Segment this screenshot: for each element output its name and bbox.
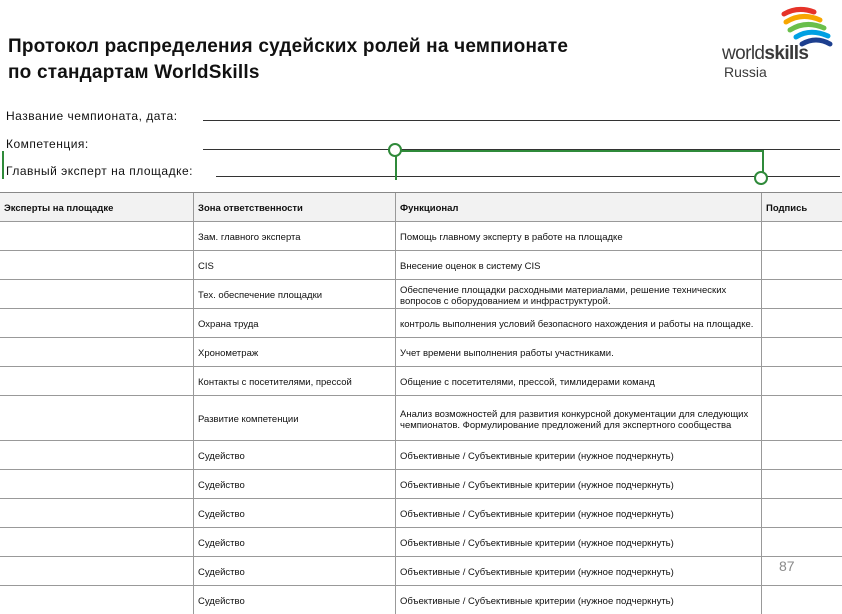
cell-expert[interactable] bbox=[0, 280, 193, 308]
cell-signature[interactable] bbox=[761, 528, 842, 556]
cell-signature[interactable] bbox=[761, 557, 842, 585]
header-experts: Эксперты на площадке bbox=[4, 203, 114, 214]
header-signature: Подпись bbox=[761, 193, 842, 221]
cell-signature[interactable] bbox=[761, 499, 842, 527]
chief-expert-input-line[interactable] bbox=[216, 176, 840, 177]
table-row bbox=[0, 366, 842, 395]
selection-top-edge bbox=[395, 150, 763, 152]
table-row bbox=[0, 221, 842, 250]
cell-function: Обеспечение площадки расходными материалами, решение технических вопросов с оборудованием и инфраструктурой. bbox=[395, 280, 761, 308]
table-row bbox=[0, 469, 842, 498]
logo-subtitle: Russia bbox=[724, 64, 767, 80]
cell-zone: Развитие компетенции bbox=[193, 396, 395, 440]
cell-expert[interactable] bbox=[0, 586, 193, 614]
cell-expert[interactable] bbox=[0, 441, 193, 469]
cell-expert[interactable] bbox=[0, 251, 193, 279]
table-row bbox=[0, 308, 842, 337]
cell-function: Объективные / Субъективные критерии (нужное подчеркнуть) bbox=[395, 441, 761, 469]
title-line-2: по стандартам WorldSkills bbox=[8, 62, 260, 83]
cell-expert[interactable] bbox=[0, 367, 193, 395]
cell-signature[interactable] bbox=[761, 338, 842, 366]
table-row bbox=[0, 250, 842, 279]
cell-zone: Охрана труда bbox=[193, 309, 395, 337]
cell-signature[interactable] bbox=[761, 222, 842, 250]
table-header-row bbox=[0, 192, 842, 221]
cell-expert[interactable] bbox=[0, 338, 193, 366]
header-function: Функционал bbox=[395, 193, 761, 221]
cell-function: Объективные / Субъективные критерии (нужное подчеркнуть) bbox=[395, 499, 761, 527]
logo-word-skills: skills bbox=[764, 43, 809, 64]
cell-zone: CIS bbox=[193, 251, 395, 279]
cell-zone: Контакты с посетителями, прессой bbox=[193, 367, 395, 395]
table-row bbox=[0, 395, 842, 440]
worldskills-russia-logo bbox=[722, 4, 834, 80]
table-row bbox=[0, 279, 842, 308]
cell-zone: Судейство bbox=[193, 470, 395, 498]
cell-expert[interactable] bbox=[0, 222, 193, 250]
championship-label: Название чемпионата, дата: bbox=[6, 109, 178, 123]
logo-wordmark bbox=[722, 43, 809, 64]
table-row bbox=[0, 337, 842, 366]
cell-function: Общение с посетителями, прессой, тимлидерами команд bbox=[395, 367, 761, 395]
cell-zone: Зам. главного эксперта bbox=[193, 222, 395, 250]
logo-word-world: world bbox=[722, 43, 765, 64]
header-zone: Зона ответственности bbox=[193, 193, 395, 221]
cell-function: Объективные / Субъективные критерии (нужное подчеркнуть) bbox=[395, 557, 761, 585]
table-row bbox=[0, 556, 842, 585]
cell-function: Объективные / Субъективные критерии (нужное подчеркнуть) bbox=[395, 586, 761, 614]
cell-signature[interactable] bbox=[761, 441, 842, 469]
cell-signature[interactable] bbox=[761, 251, 842, 279]
cell-zone: Судейство bbox=[193, 557, 395, 585]
cell-signature[interactable] bbox=[761, 309, 842, 337]
cell-function: Помощь главному эксперту в работе на площадке bbox=[395, 222, 761, 250]
cell-expert[interactable] bbox=[0, 499, 193, 527]
table-row bbox=[0, 498, 842, 527]
cell-zone: Судейство bbox=[193, 499, 395, 527]
title-line-1: Протокол распределения судейских ролей на чемпионате bbox=[8, 36, 569, 57]
cell-function: Анализ возможностей для развития конкурсной документации для следующих чемпионатов. Формулирование предложений для экспертного сообщества bbox=[395, 396, 761, 440]
cell-expert[interactable] bbox=[0, 528, 193, 556]
table-row bbox=[0, 440, 842, 469]
table-row bbox=[0, 527, 842, 556]
cell-expert[interactable] bbox=[0, 396, 193, 440]
cell-signature[interactable] bbox=[761, 280, 842, 308]
cell-function: контроль выполнения условий безопасного нахождения и работы на площадке. bbox=[395, 309, 761, 337]
cell-function: Внесение оценок в систему CIS bbox=[395, 251, 761, 279]
cell-zone: Хронометраж bbox=[193, 338, 395, 366]
worldskills-swoosh-icon bbox=[722, 4, 834, 48]
cell-function: Объективные / Субъективные критерии (нужное подчеркнуть) bbox=[395, 528, 761, 556]
table-row bbox=[0, 585, 842, 614]
championship-input-line[interactable] bbox=[203, 120, 840, 121]
cell-signature[interactable] bbox=[761, 586, 842, 614]
cell-expert[interactable] bbox=[0, 557, 193, 585]
cell-signature[interactable] bbox=[761, 367, 842, 395]
cell-zone: Судейство bbox=[193, 586, 395, 614]
selection-side-marker bbox=[2, 151, 4, 179]
cell-zone: Тех. обеспечение площадки bbox=[193, 280, 395, 308]
document-title bbox=[8, 34, 708, 86]
resize-handle-bottom-right[interactable] bbox=[754, 171, 768, 185]
cell-zone: Судейство bbox=[193, 528, 395, 556]
page-number: 87 bbox=[779, 558, 795, 574]
cell-signature[interactable] bbox=[761, 396, 842, 440]
competence-label: Компетенция: bbox=[6, 137, 89, 151]
cell-expert[interactable] bbox=[0, 470, 193, 498]
cell-signature[interactable] bbox=[761, 470, 842, 498]
cell-function: Объективные / Субъективные критерии (нужное подчеркнуть) bbox=[395, 470, 761, 498]
cell-function: Учет времени выполнения работы участниками. bbox=[395, 338, 761, 366]
chief-expert-label: Главный эксперт на площадке: bbox=[6, 164, 193, 178]
resize-handle-top-left[interactable] bbox=[388, 143, 402, 157]
cell-expert[interactable] bbox=[0, 309, 193, 337]
cell-zone: Судейство bbox=[193, 441, 395, 469]
roles-table bbox=[0, 192, 842, 614]
